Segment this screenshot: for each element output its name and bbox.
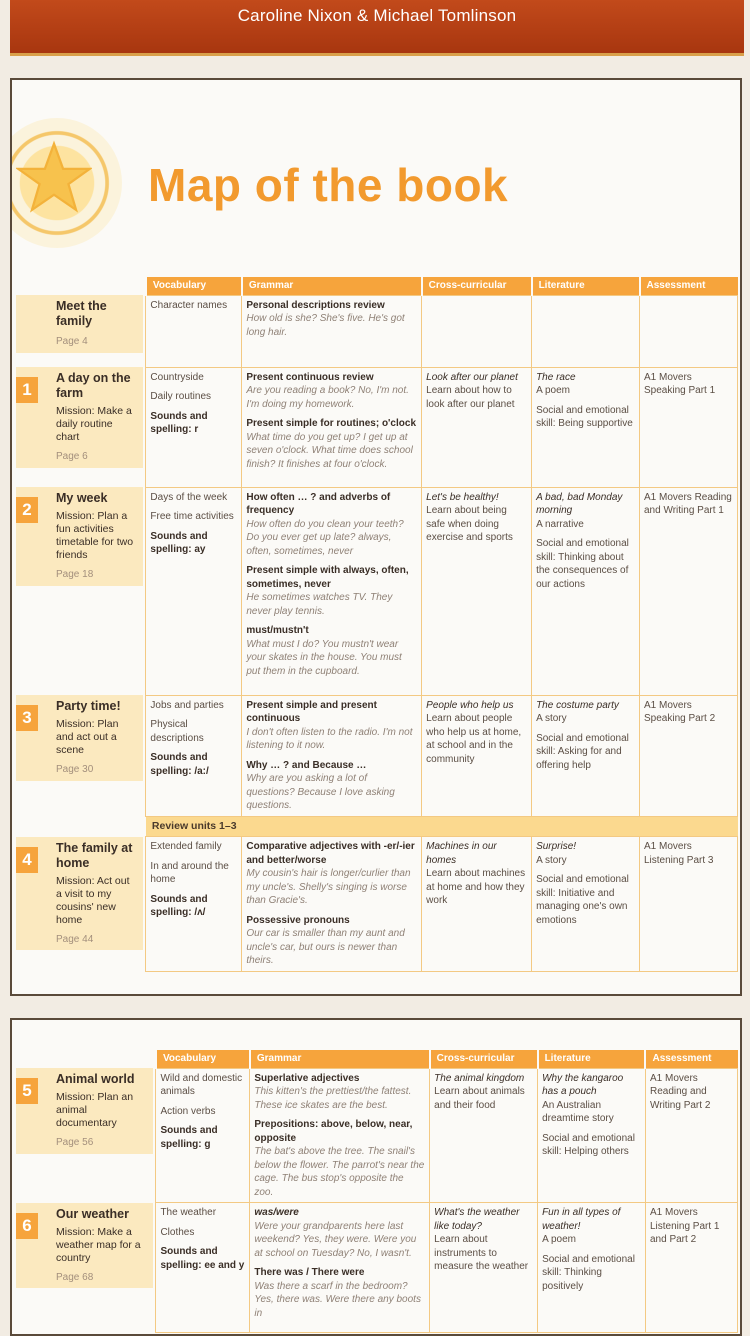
- unit-cell: [16, 367, 146, 487]
- vocab-cell: The weather Clothes Sounds and spelling: ee and y: [156, 1203, 250, 1333]
- unit-cell: [16, 1203, 156, 1333]
- assessment-cell: A1 Movers Listening Part 3: [640, 837, 738, 972]
- page-ref: Page 4: [56, 336, 88, 347]
- page-ref: Page 56: [56, 1137, 94, 1148]
- unit-mission: Mission: Make a weather map for a country: [56, 1225, 141, 1264]
- table-row: [16, 1068, 738, 1203]
- literature-cell: Surprise! A story Social and emotional skill: Initiative and managing one's own emotions: [532, 837, 640, 972]
- unit-mission: Mission: Plan a fun activities timetable for two friends: [56, 510, 134, 561]
- map-table: [16, 277, 738, 972]
- col-grammar: Grammar: [250, 1050, 430, 1068]
- unit-mission: Mission: Make a daily routine chart: [56, 405, 132, 443]
- grammar-cell: How often … ? and adverbs of frequency How often do you clean your teeth? Do you ever get up late? always, often, sometimes, never Present simple with always, often, sometimes, never He sometimes watches TV. They never play tennis. must/mustn't What must I do? You mustn't wear your skates in the house. You must put them in the cupboard.: [242, 487, 422, 695]
- book-page-2: [10, 1018, 742, 1336]
- unit-number: 5: [16, 1078, 38, 1104]
- page-ref: Page 18: [56, 569, 94, 580]
- grammar-cell: Present continuous review Are you reading a book? No, I'm not. I'm doing my homework. Present simple for routines; o'clock What time do you get up? I get up at seven o'clock. What time does school finish? It finishes at four o'clock.: [242, 367, 422, 487]
- table-row: [16, 295, 738, 367]
- literature-cell: The race A poem Social and emotional skill: Being supportive: [532, 367, 640, 487]
- vocab-cell: Character names: [146, 295, 242, 367]
- table-row: [16, 487, 738, 695]
- unit-cell: [16, 695, 146, 816]
- review-row: [16, 816, 738, 837]
- vocab-cell: Jobs and parties Physical descriptions Sounds and spelling: /a:/: [146, 695, 242, 816]
- unit-name: The family at home: [56, 840, 133, 870]
- cross-curricular-cell: Look after our planet Learn about how to look after our planet: [422, 367, 532, 487]
- literature-cell: The costume party A story Social and emotional skill: Asking for and offering help: [532, 695, 640, 816]
- cross-curricular-cell: People who help us Learn about people who help us at home, at school and in the community: [422, 695, 532, 816]
- unit-mission: Mission: Plan and act out a scene: [56, 718, 119, 756]
- literature-cell: A bad, bad Monday morning A narrative Social and emotional skill: Thinking about the consequences of our actions: [532, 487, 640, 695]
- unit-mission: Mission: Plan an animal documentary: [56, 1091, 134, 1129]
- table-row: [16, 837, 738, 972]
- col-literature: Literature: [538, 1050, 646, 1068]
- unit-cell: [16, 837, 146, 972]
- author-banner: [10, 0, 744, 56]
- review-label: Review units 1–3: [146, 816, 738, 837]
- literature-cell: Why the kangaroo has a pouch An Australian dreamtime story Social and emotional skill: Helping others: [538, 1068, 646, 1203]
- grammar-cell: Superlative adjectives This kitten's the prettiest/the fattest. These ice skates are the best. Prepositions: above, below, near, opposite The bat's above the tree. The snail's below the flower. The parrot's near the cage. The bus stop's opposite the zoo.: [250, 1068, 430, 1203]
- page-ref: Page 30: [56, 764, 94, 775]
- col-cross-curricular: Cross-curricular: [430, 1050, 538, 1068]
- unit-name: Our weather: [56, 1206, 129, 1221]
- assessment-cell: A1 Movers Speaking Part 1: [640, 367, 738, 487]
- col-vocabulary: Vocabulary: [156, 1050, 250, 1068]
- map-table-continued: [16, 1050, 738, 1333]
- unit-number: 2: [16, 497, 38, 523]
- vocab-cell: Extended family In and around the home Sounds and spelling: /ʌ/: [146, 837, 242, 972]
- unit-number: 3: [16, 705, 38, 731]
- vocab-cell: Days of the week Free time activities Sounds and spelling: ay: [146, 487, 242, 695]
- unit-name: Party time!: [56, 699, 121, 713]
- col-cross-curricular: Cross-curricular: [422, 277, 532, 295]
- unit-name: My week: [56, 491, 108, 505]
- col-assessment: Assessment: [640, 277, 738, 295]
- unit-number: 4: [16, 847, 38, 873]
- page-ref: Page 68: [56, 1271, 94, 1283]
- cross-curricular-cell: Machines in our homes Learn about machines at home and how they work: [422, 837, 532, 972]
- author-names: Caroline Nixon & Michael Tomlinson: [237, 6, 517, 25]
- page-ref: Page 6: [56, 451, 88, 462]
- vocab-cell: Wild and domestic animals Action verbs Sounds and spelling: g: [156, 1068, 250, 1203]
- assessment-cell: A1 Movers Listening Part 1 and Part 2: [645, 1203, 737, 1333]
- table-row: [16, 1203, 738, 1333]
- page-title: Map of the book: [148, 159, 509, 211]
- col-vocabulary: Vocabulary: [146, 277, 242, 295]
- page-ref: Page 44: [56, 933, 94, 945]
- vocab-cell: Countryside Daily routines Sounds and spelling: r: [146, 367, 242, 487]
- book-page-1: [10, 78, 742, 996]
- table-row: [16, 695, 738, 816]
- grammar-cell: was/were Were your grandparents here last weekend? Yes, they were. Were you at school on Tuesday? No, I wasn't. There was / There were Was there a scarf in the bedroom? Yes, there was. Were there any boots in: [250, 1203, 430, 1333]
- unit-number: 1: [16, 377, 38, 403]
- col-grammar: Grammar: [242, 277, 422, 295]
- assessment-cell: A1 Movers Reading and Writing Part 2: [645, 1068, 737, 1203]
- unit-cell: [16, 295, 146, 367]
- table-header: [16, 277, 738, 295]
- grammar-cell: Present simple and present continuous I don't often listen to the radio. I'm not listening to it now. Why … ? and Because … Why are you asking a lot of questions? Because I love asking questions.: [242, 695, 422, 816]
- assessment-cell: A1 Movers Reading and Writing Part 1: [640, 487, 738, 695]
- grammar-cell: Personal descriptions review How old is she? She's five. He's got long hair.: [242, 295, 422, 367]
- star-emblem: [10, 118, 122, 248]
- literature-cell: Fun in all types of weather! A poem Social and emotional skill: Thinking positively: [538, 1203, 646, 1333]
- unit-cell: [16, 1068, 156, 1203]
- cross-curricular-cell: The animal kingdom Learn about animals and their food: [430, 1068, 538, 1203]
- col-literature: Literature: [532, 277, 640, 295]
- unit-name: A day on the farm: [56, 371, 131, 400]
- table-row: [16, 367, 738, 487]
- table-header: [16, 1050, 738, 1068]
- unit-number: 6: [16, 1213, 38, 1239]
- grammar-cell: Comparative adjectives with -er/-ier and better/worse My cousin's hair is longer/curlier than my uncle's. Shelly's singing is worse than Gracie's. Possessive pronouns Our car is smaller than my aunt and uncle's car, but ours is newer than theirs.: [242, 837, 422, 972]
- col-assessment: Assessment: [645, 1050, 737, 1068]
- unit-name: Meet the family: [56, 299, 107, 328]
- star-icon: [16, 140, 92, 216]
- unit-mission: Mission: Act out a visit to my cousins' new home: [56, 874, 130, 926]
- unit-name: Animal world: [56, 1072, 135, 1086]
- assessment-cell: A1 Movers Speaking Part 2: [640, 695, 738, 816]
- cross-curricular-cell: What's the weather like today? Learn about instruments to measure the weather: [430, 1203, 538, 1333]
- cross-curricular-cell: Let's be healthy! Learn about being safe when doing exercise and sports: [422, 487, 532, 695]
- unit-cell: [16, 487, 146, 695]
